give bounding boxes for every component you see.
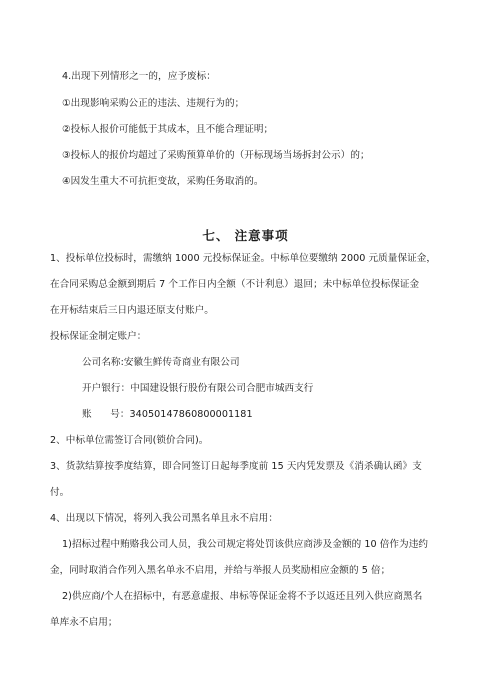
paragraph-1-line-3: 在开标结束后三日内退还原支付账户。 bbox=[50, 305, 214, 316]
paragraph-2: 2、中标单位需签订合同(锁价合同)。 bbox=[50, 435, 209, 446]
section4-intro: 4.出现下列情形之一的，应予废标： bbox=[62, 71, 216, 82]
paragraph-3-line-2: 付。 bbox=[50, 487, 70, 498]
account-number: 账 号：34050147860800001181 bbox=[82, 409, 253, 420]
account-intro: 投标保证金制定账户： bbox=[50, 331, 147, 342]
paragraph-4-item-1-line-2: 金，同时取消合作列入黑名单永不启用，并给与举报人员奖励相应金额的 5 倍； bbox=[50, 565, 391, 576]
account-company: 公司名称:安徽生鲜传奇商业有限公司 bbox=[82, 357, 240, 368]
paragraph-4: 4、出现以下情况，将列入我公司黑名单且永不启用： bbox=[50, 513, 278, 524]
paragraph-4-item-2-line-2: 单库永不启用； bbox=[50, 617, 118, 628]
paragraph-1-line-1: 1、投标单位投标时，需缴纳 1000 元投标保证金。中标单位要缴纳 2000 元质量保证金， bbox=[50, 253, 437, 264]
paragraph-4-item-1-line-1: 1)招标过程中贿赂我公司人员，我公司规定将处罚该供应商涉及金额的 10 倍作为违约 bbox=[62, 539, 428, 550]
paragraph-4-item-2-line-1: 2)供应商/个人在招标中，有恶意虚报、串标等保证金将不予以返还且列入供应商黑名 bbox=[62, 591, 423, 602]
account-bank: 开户银行：中国建设银行股份有限公司合肥市城西支行 bbox=[82, 383, 314, 394]
section4-item-1: ①出现影响采购公正的违法、违规行为的； bbox=[62, 98, 245, 109]
section-heading: 七、 注意事项 bbox=[202, 228, 289, 243]
paragraph-1-line-2: 在合同采购总金额到期后 7 个工作日内全额（不计利息）退回；未中标单位投标保证金 bbox=[50, 279, 420, 290]
section4-item-2: ②投标人报价可能低于其成本，且不能合理证明； bbox=[62, 124, 274, 135]
section4-item-3: ③投标人的报价均超过了采购预算单价的（开标现场当场拆封公示）的； bbox=[62, 150, 370, 161]
section4-item-4: ④因发生重大不可抗拒变故，采购任务取消的。 bbox=[62, 176, 264, 187]
paragraph-3-line-1: 3、货款结算按季度结算，即合同签订日起每季度前 15 天内凭发票及《消杀确认函》支 bbox=[50, 461, 422, 472]
